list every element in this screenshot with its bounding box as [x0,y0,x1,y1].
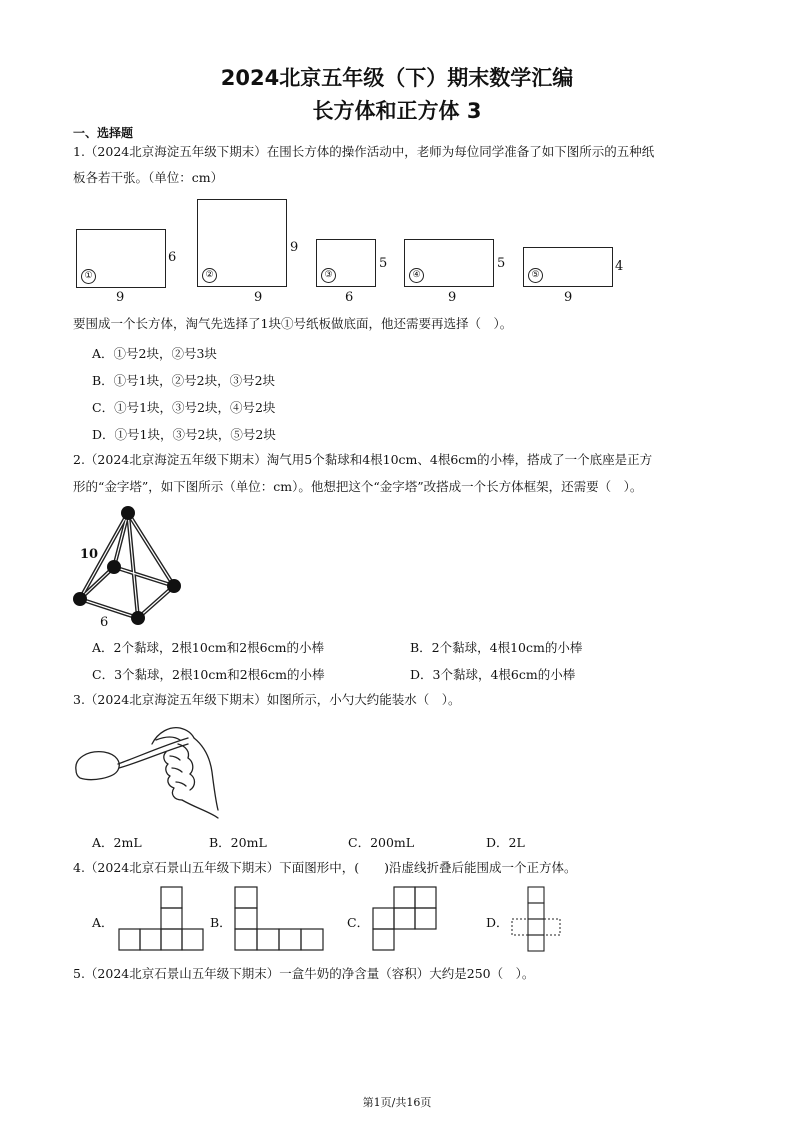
board-2-width: 9 [254,290,263,305]
q4-label-a: A． [92,915,114,930]
net-b[interactable] [233,886,329,952]
board-3 [316,239,376,287]
q4-stem: 4.（2024北京石景山五年级下期末）下面图形中，( )沿虚线折叠后能围成一个正方体。 [73,860,577,875]
page-footer: 第1页/共16页 [362,1096,432,1109]
board-2-id: ② [202,268,217,283]
board-4-id: ④ [409,268,424,283]
q1-stem-line2: 板各若干张。（单位：cm） [73,170,224,185]
board-3-width: 6 [345,290,354,305]
q4-label-d: D． [486,915,509,930]
net-a[interactable] [116,886,208,952]
q3-stem: 3.（2024北京海淀五年级下期末）如图所示，小勺大约能装水（ ）。 [73,692,461,707]
board-1-width: 9 [116,290,125,305]
board-3-height: 5 [379,256,388,271]
q2-option-c[interactable]: C．3个黏球，2根10cm和2根6cm的小棒 [92,667,325,682]
q1-stem-line1: 1.（2024北京海淀五年级下期末）在围长方体的操作活动中，老师为每位同学准备了如下图所示的五种纸 [73,144,655,159]
board-1 [76,229,166,288]
board-1-id: ① [81,269,96,284]
board-1-height: 6 [168,250,177,265]
q2-stem-line2: 形的“金字塔”，如下图所示（单位：cm）。他想把这个“金字塔”改搭成一个长方体框架，还需要（ ）。 [73,479,643,494]
board-5-width: 9 [564,290,573,305]
q4-label-c: C． [347,915,370,930]
q2-option-b[interactable]: B．2个黏球，4根10cm的小棒 [410,640,583,655]
q2-stem-line1: 2.（2024北京海淀五年级下期末）淘气用5个黏球和4根10cm、4根6cm的小棒，搭成了一个底座是正方 [73,452,653,467]
q2-option-d[interactable]: D．3个黏球，4根6cm的小棒 [410,667,576,682]
spoon-hand-figure [70,712,220,822]
q3-option-b[interactable]: B．20mL [209,835,267,850]
q4-label-b: B． [210,915,232,930]
q2-option-a[interactable]: A．2个黏球，2根10cm和2根6cm的小棒 [92,640,324,655]
pyramid-figure [66,502,196,632]
q1-prompt: 要围成一个长方体，淘气先选择了1块①号纸板做底面，他还需要再选择（ ）。 [73,316,513,331]
page-subtitle: 长方体和正方体 3 [312,99,482,123]
pyramid-base-label: 6 [100,615,109,630]
q3-option-a[interactable]: A．2mL [92,835,142,850]
q1-option-a[interactable]: A．①号2块，②号3块 [92,346,217,361]
board-2 [197,199,287,287]
page-title: 2024北京五年级（下）期末数学汇编 [220,66,574,90]
q1-option-d[interactable]: D．①号1块，③号2块，⑤号2块 [92,427,276,442]
q3-option-c[interactable]: C．200mL [348,835,415,850]
board-3-id: ③ [321,268,336,283]
board-5 [523,247,613,287]
q3-option-d[interactable]: D．2L [486,835,525,850]
board-4-height: 5 [497,256,506,271]
pyramid-edge-label: 10 [80,547,99,562]
net-c[interactable] [371,886,443,952]
board-4 [404,239,494,287]
board-4-width: 9 [448,290,457,305]
board-2-height: 9 [290,240,299,255]
board-5-id: ⑤ [528,268,543,283]
net-d[interactable] [508,886,568,952]
q1-option-c[interactable]: C．①号1块，③号2块，④号2块 [92,400,276,415]
q5-stem: 5.（2024北京石景山五年级下期末）一盒牛奶的净含量（容积）大约是250（ ）。 [73,966,535,981]
section-heading: 一、选择题 [73,126,134,140]
board-5-height: 4 [615,259,624,274]
q1-option-b[interactable]: B．①号1块，②号2块，③号2块 [92,373,276,388]
